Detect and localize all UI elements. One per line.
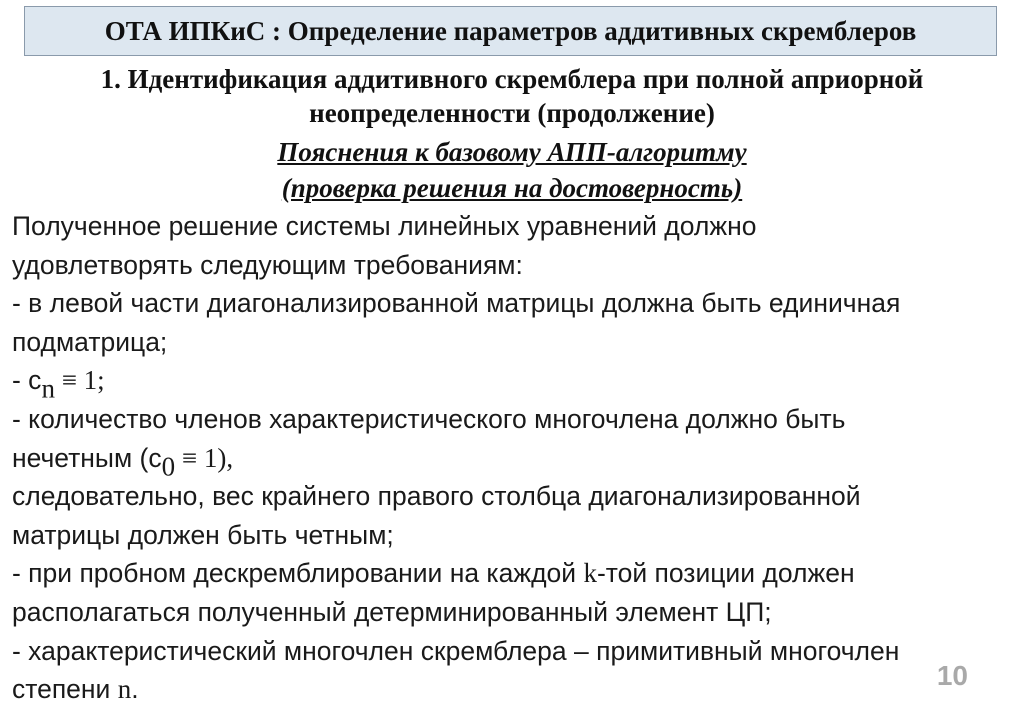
- body-line-11: располагаться полученный детерминированный элемент ЦП;: [12, 596, 772, 627]
- section-title: [0, 62, 1024, 130]
- body-line-3: - в левой части диагонализированной матрицы должна быть единичная: [12, 288, 901, 319]
- body-line-13: [12, 670, 1012, 709]
- subtitle: [0, 134, 1024, 206]
- subtitle-line-1: Пояснения к базовому АПП-алгоритму: [277, 137, 747, 167]
- header-title: ОТА ИПКиС : Определение параметров аддитивных скремблеров: [104, 15, 917, 46]
- section-title-line-2: неопределенности (продолжение): [309, 98, 715, 128]
- c0-rest: ≡ 1),: [175, 442, 234, 473]
- c0-subscript: 0: [161, 451, 176, 482]
- n-symbol: n: [117, 674, 132, 705]
- slide-header: [24, 6, 997, 56]
- body-line-5: [12, 361, 1012, 404]
- body-text: [12, 207, 1012, 709]
- body-line-1: Полученное решение системы линейных уравнений должно: [12, 211, 757, 241]
- body-line-12: - характеристический многочлен скремблера – примитивный многочлен: [12, 635, 900, 666]
- cn-subscript: n: [41, 374, 55, 404]
- subtitle-line-2: (проверка решения на достоверность): [281, 173, 743, 203]
- page-number: 10: [936, 660, 968, 691]
- cn-rest: ≡ 1;: [54, 365, 105, 396]
- body-line-2: удовлетворять следующим требованиям:: [12, 249, 523, 280]
- k-rest: -той позиции должен: [596, 558, 855, 589]
- n-rest: .: [131, 674, 139, 705]
- body-line-10: [12, 554, 1012, 593]
- section-title-line-1: 1. Идентификация аддитивного скремблера при полной априорной: [100, 64, 924, 94]
- cn-prefix: - c: [12, 365, 42, 396]
- body-line-7: [12, 439, 1012, 482]
- body-line-6: - количество членов характеристического многочлена должно быть: [12, 403, 846, 434]
- k-symbol: k: [583, 558, 597, 589]
- k-prefix: - при пробном дескремблировании на каждой: [12, 558, 584, 589]
- body-line-4: подматрица;: [12, 326, 168, 357]
- body-line-8: следовательно, вес крайнего правого столбца диагонализированной: [12, 481, 861, 512]
- n-prefix: степени: [12, 674, 118, 705]
- c0-prefix: нечетным (c: [12, 442, 162, 473]
- body-line-9: матрицы должен быть четным;: [12, 519, 394, 550]
